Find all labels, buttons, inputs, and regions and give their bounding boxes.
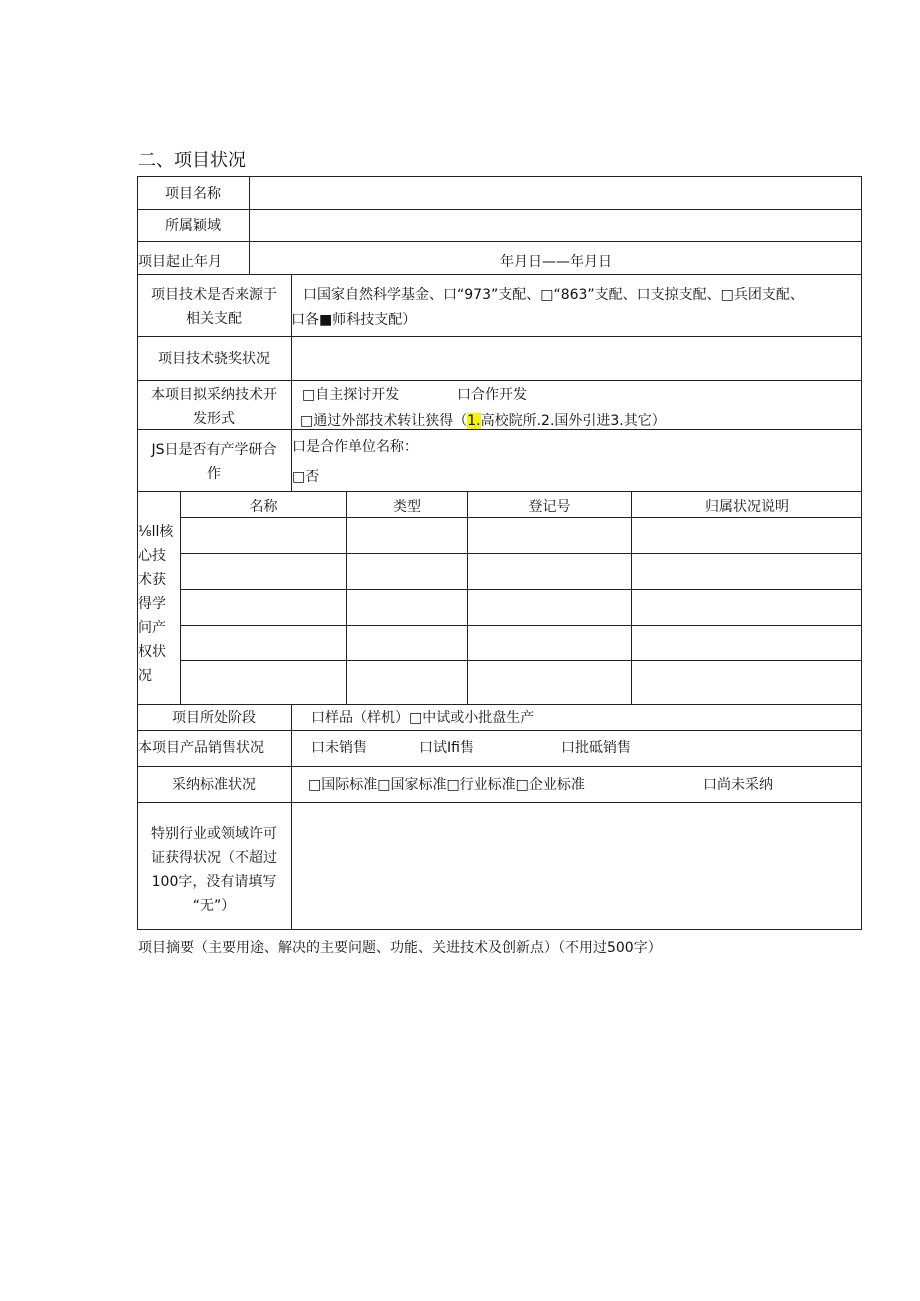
coop-option-yes[interactable]: 口是合作单位名称： bbox=[292, 439, 418, 455]
coop-option-no[interactable]: □否 bbox=[292, 469, 320, 485]
section-title: 二、项目状况 bbox=[138, 150, 246, 171]
tech-source-label-line2: 相关支配 bbox=[186, 311, 242, 327]
license-label-line: 特别行业或领域许可 bbox=[151, 826, 277, 842]
ip-header-ownership: 归属状况说明 bbox=[705, 499, 789, 515]
ip-status-label bbox=[138, 520, 173, 688]
column-divider bbox=[291, 704, 292, 930]
dev-form-label-line2: 发形式 bbox=[193, 411, 235, 427]
summary-caption: 项目摘要（主要用途、解决的主要问题、功能、关进技术及创新点）（不用过500字） bbox=[138, 940, 662, 956]
license-label-line: 证获得状况（不超过 bbox=[151, 850, 277, 866]
row-divider bbox=[137, 491, 862, 492]
row-divider bbox=[137, 241, 862, 242]
tech-award-label: 项目技术骁奖状况 bbox=[158, 351, 270, 367]
period-label: 项目起止年月 bbox=[138, 254, 222, 270]
dev-option-coop[interactable]: 口合作开发 bbox=[457, 387, 527, 403]
row-divider bbox=[137, 274, 862, 275]
license-field[interactable] bbox=[294, 805, 858, 927]
period-value: 年月日——年月日 bbox=[500, 254, 612, 270]
tech-source-options[interactable]: 口国家自然科学基金、口“973”支配、□“863”支配、口支掠支配、□兵团支配、 bbox=[303, 287, 804, 303]
tech-source-label-line1: 项目技术是否来源于 bbox=[151, 287, 277, 303]
project-name-label: 项目名称 bbox=[165, 186, 221, 202]
highlight-mark: 1. bbox=[467, 413, 481, 429]
tech-source-options-cont[interactable]: 口各■师科技支配） bbox=[291, 312, 417, 328]
ip-status-label-line: 权状 bbox=[138, 644, 166, 660]
license-label-line: 100字，没有请填写 bbox=[151, 874, 277, 890]
ip-row-divider bbox=[181, 625, 862, 626]
row-divider bbox=[137, 766, 862, 767]
column-divider bbox=[467, 491, 468, 704]
license-label bbox=[137, 822, 291, 918]
ip-status-label-line: 心技 bbox=[138, 548, 166, 564]
ip-header-type: 类型 bbox=[393, 499, 421, 515]
ip-header-name: 名称 bbox=[249, 499, 278, 515]
ip-row-divider bbox=[181, 553, 862, 554]
project-name-field[interactable] bbox=[252, 180, 858, 207]
row-divider bbox=[137, 380, 862, 381]
dev-form-label-line1: 本项目拟采纳技术开 bbox=[151, 387, 277, 403]
sales-option-trial[interactable]: 口试Ifi售 bbox=[419, 740, 474, 756]
dev-option-transfer-text-2: 高校院所.2.国外引进3.其它） bbox=[480, 413, 666, 429]
field-label: 所属颖域 bbox=[165, 218, 221, 234]
ip-row-divider bbox=[181, 589, 862, 590]
sales-option-batch[interactable]: 口批砥销售 bbox=[561, 740, 631, 756]
row-divider bbox=[137, 730, 862, 731]
row-divider bbox=[137, 209, 862, 210]
sales-label: 本项目产品销售状况 bbox=[138, 740, 264, 756]
row-divider bbox=[137, 704, 862, 705]
standards-option-none[interactable]: 口尚未采纳 bbox=[703, 777, 773, 793]
column-divider bbox=[180, 491, 181, 704]
dev-option-transfer[interactable] bbox=[300, 412, 666, 430]
dev-option-self[interactable]: □自主探讨开发 bbox=[302, 387, 400, 403]
ip-status-label-line: 术获 bbox=[138, 572, 166, 588]
coop-label-line1: JS日是否有产学研合 bbox=[151, 442, 277, 458]
standards-options[interactable]: □国际标准□国家标准□行业标准□企业标准 bbox=[308, 777, 585, 793]
column-divider bbox=[346, 491, 347, 704]
ip-header-reg-no: 登记号 bbox=[528, 499, 571, 515]
ip-status-label-line: 况 bbox=[138, 668, 152, 684]
row-divider bbox=[137, 802, 862, 803]
ip-status-label-line: ⅛ll核 bbox=[138, 524, 174, 540]
column-divider bbox=[631, 491, 632, 704]
license-label-line: “无”） bbox=[192, 898, 236, 914]
stage-options[interactable]: 口样品（样机）□中试或小批盘生产 bbox=[311, 710, 535, 726]
standards-label: 采纳标准状况 bbox=[172, 777, 256, 793]
ip-row-divider bbox=[181, 660, 862, 661]
row-divider bbox=[137, 336, 862, 337]
stage-label: 项目所处阶段 bbox=[172, 710, 256, 726]
field-input[interactable] bbox=[252, 212, 858, 239]
sales-option-none[interactable]: 口未销售 bbox=[311, 740, 367, 756]
coop-label-line2: 作 bbox=[207, 466, 221, 482]
dev-option-transfer-text: □通过外部技术转让狭得（ bbox=[300, 413, 468, 429]
tech-award-field[interactable] bbox=[294, 339, 858, 377]
ip-row-divider bbox=[181, 517, 862, 518]
ip-status-label-line: 问产 bbox=[138, 620, 166, 636]
ip-status-label-line: 得学 bbox=[138, 596, 166, 612]
column-divider bbox=[291, 274, 292, 491]
